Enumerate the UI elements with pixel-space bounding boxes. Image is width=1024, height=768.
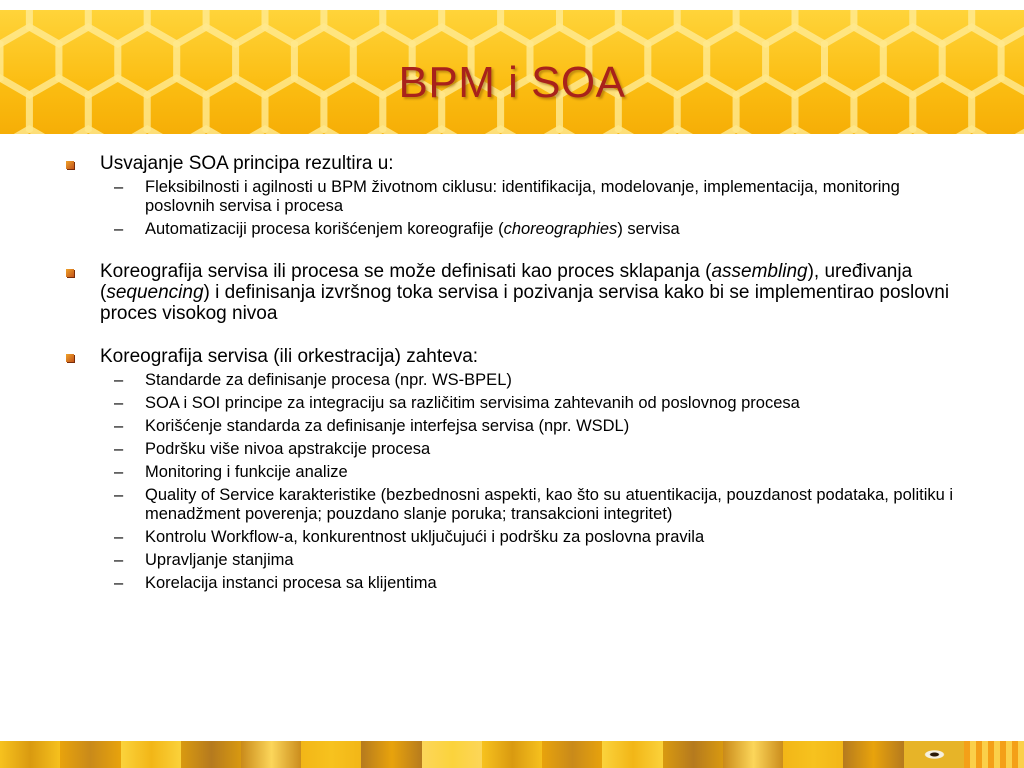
- text-run: Usvajanje SOA principa rezultira u:: [100, 153, 394, 174]
- bullet-block: [62, 153, 972, 239]
- dash-bullet-icon: –: [114, 486, 124, 504]
- dash-bullet-icon: –: [114, 178, 124, 196]
- slide-title: BPM i SOA: [398, 58, 626, 107]
- footer-image-strip: [0, 741, 1024, 768]
- bullet-block: [62, 261, 972, 324]
- eye-icon: [904, 741, 965, 768]
- flower-icon: [301, 741, 362, 768]
- sub-bullet-item: [62, 220, 972, 239]
- sub-bullet-item: [62, 486, 972, 524]
- text-run: Automatizaciji procesa korišćenjem koreografije (: [145, 220, 504, 238]
- flower-icon: [843, 741, 904, 768]
- text-run: Upravljanje stanjima: [145, 551, 294, 569]
- network-icon: [602, 741, 663, 768]
- binoculars-icon: [361, 741, 422, 768]
- sub-bullet-item: [62, 574, 972, 593]
- bullet-item: [62, 261, 972, 324]
- text-run: ), uređivanja (: [100, 261, 913, 303]
- text-run: Fleksibilnosti i agilnosti u BPM životnom ciklusu: identifikacija, modelovanje, implementacija, monitoring poslovnih servisa i procesa: [145, 178, 900, 215]
- text-run: Quality of Service karakteristike (bezbednosni aspekti, kao što su atuentikacija, pouzdanost podataka, politiku i menadžment poverenja; pouzdano slanje poruka; transakcioni integritet): [145, 486, 954, 523]
- sub-bullet-item: [62, 463, 972, 482]
- text-run: Standarde za definisanje procesa (npr. WS-BPEL): [145, 371, 512, 389]
- text-run: ) servisa: [617, 220, 680, 238]
- bullet-item: [62, 153, 972, 174]
- person-photo-icon: [542, 741, 603, 768]
- text-run: Korišćenje standarda za definisanje interfejsa servisa (npr. WSDL): [145, 417, 630, 435]
- person-photo-icon: [241, 741, 302, 768]
- dash-bullet-icon: –: [114, 220, 124, 238]
- lightbulb-icon: [60, 741, 121, 768]
- text-run: Podršku više nivoa apstrakcije procesa: [145, 440, 431, 458]
- sub-bullet-item: [62, 178, 972, 216]
- square-bullet-icon: [66, 354, 74, 362]
- sub-bullet-item: [62, 417, 972, 436]
- text-run: Koreografija servisa ili procesa se može definisati kao proces sklapanja (: [100, 261, 712, 282]
- square-bullet-icon: [66, 269, 74, 277]
- dash-bullet-icon: –: [114, 394, 124, 412]
- title-banner: [0, 10, 1024, 134]
- people-figures-icon: [964, 741, 1024, 768]
- square-bullet-icon: [66, 161, 74, 169]
- dash-bullet-icon: –: [114, 417, 124, 435]
- flower-icon: [121, 741, 182, 768]
- dash-bullet-icon: –: [114, 463, 124, 481]
- dash-bullet-icon: –: [114, 551, 124, 569]
- bullet-block: [62, 346, 972, 593]
- dash-bullet-icon: –: [114, 528, 124, 546]
- hexagon-pattern-icon: [0, 741, 61, 768]
- sub-bullet-item: [62, 371, 972, 390]
- flower-icon: [663, 741, 724, 768]
- sub-bullet-item: [62, 394, 972, 413]
- sub-bullet-item: [62, 528, 972, 547]
- hexagon-pattern-icon: [482, 741, 543, 768]
- text-run: ) i definisanja izvršnog toka servisa i pozivanja servisa kako bi se implementirao poslovni proces visokog nivoa: [100, 282, 950, 324]
- text-run: Monitoring i funkcije analize: [145, 463, 348, 481]
- italic-term: assembling: [711, 261, 808, 282]
- text-run: Kontrolu Workflow-a, konkurentnost uključujući i podršku za poslovna pravila: [145, 528, 705, 546]
- dash-bullet-icon: –: [114, 440, 124, 458]
- bullet-item: [62, 346, 972, 367]
- person-photo-icon: [422, 741, 483, 768]
- text-run: SOA i SOI principe za integraciju sa različitim servisima zahtevanih od poslovnog procesa: [145, 394, 800, 412]
- dash-bullet-icon: –: [114, 574, 124, 592]
- hexagon-pattern-icon: [181, 741, 242, 768]
- italic-term: sequencing: [106, 282, 204, 303]
- dash-bullet-icon: –: [114, 371, 124, 389]
- sub-bullet-item: [62, 551, 972, 570]
- text-run: Korelacija instanci procesa sa klijentima: [145, 574, 437, 592]
- hexagon-pattern-icon: [723, 741, 784, 768]
- text-run: Koreografija servisa (ili orkestracija) zahteva:: [100, 346, 479, 367]
- italic-term: choreographies: [503, 220, 618, 238]
- tools-icon: [783, 741, 844, 768]
- sub-bullet-item: [62, 440, 972, 459]
- slide-content: [62, 153, 972, 615]
